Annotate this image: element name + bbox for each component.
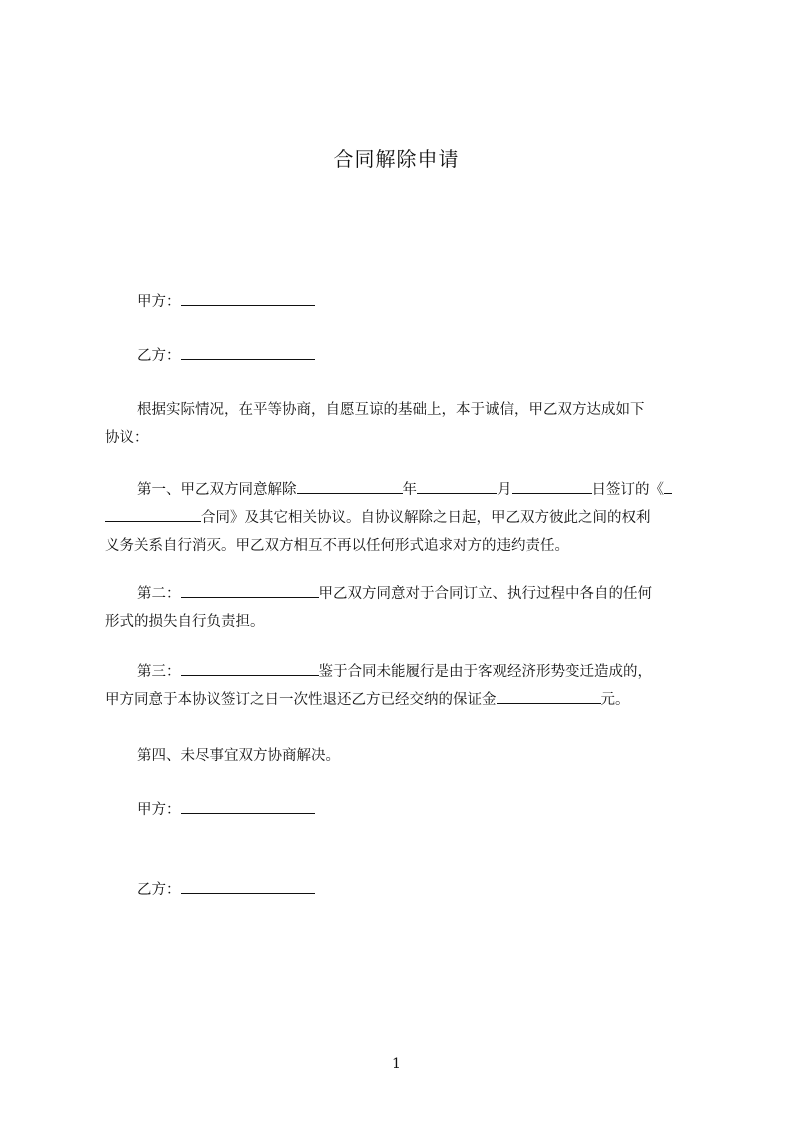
intro-line-2 xyxy=(105,424,701,452)
clause-3-blank[interactable] xyxy=(181,661,319,676)
party-a-sign-label: 甲方： xyxy=(137,802,181,818)
party-a-label: 甲方： xyxy=(137,294,181,310)
clause-1-line-1 xyxy=(105,476,701,504)
party-b-top xyxy=(137,344,315,365)
intro-text-2: 协议： xyxy=(105,430,149,446)
clause-1-text: 第一、甲乙双方同意解除 xyxy=(137,482,297,498)
clause-4-text: 第四、未尽事宜双方协商解决。 xyxy=(137,748,340,764)
year-label: 年 xyxy=(402,482,417,498)
clause-1-text-2: 合同》及其它相关协议。自协议解除之日起，甲乙双方彼此之间的权利 xyxy=(201,510,651,526)
page-number: 1 xyxy=(392,1056,401,1072)
party-b-sign-label: 乙方： xyxy=(137,882,181,898)
clause-2-label: 第二： xyxy=(137,586,181,602)
clause-1-line-2 xyxy=(105,504,701,532)
contract-name-blank-start[interactable] xyxy=(664,479,672,494)
party-a-bottom xyxy=(137,798,315,819)
clause-2 xyxy=(105,580,701,636)
clause-3-text-2: 甲方同意于本协议签订之日一次性退还乙方已经交纳的保证金 xyxy=(105,692,497,708)
party-a-sign-blank[interactable] xyxy=(181,801,315,814)
intro-line-1 xyxy=(105,396,701,424)
party-a-blank[interactable] xyxy=(181,293,315,306)
contract-month-blank[interactable] xyxy=(417,479,497,494)
clause-1-line-3 xyxy=(105,532,701,560)
party-b-sign-blank[interactable] xyxy=(181,881,315,894)
contract-name-blank[interactable] xyxy=(105,507,201,522)
month-label: 月 xyxy=(497,482,512,498)
party-b-bottom xyxy=(137,878,315,899)
clause-1 xyxy=(105,476,701,560)
intro-text-1: 根据实际情况，在平等协商，自愿互谅的基础上，本于诚信，甲乙双方达成如下 xyxy=(137,402,645,418)
clause-3-label: 第三： xyxy=(137,664,181,680)
deposit-amount-blank[interactable] xyxy=(497,689,601,704)
clause-1-text-3: 义务关系自行消灭。甲乙双方相互不再以任何形式追求对方的违约责任。 xyxy=(105,538,569,554)
clause-2-line-2 xyxy=(105,608,701,636)
clause-2-text-2: 形式的损失自行负责担。 xyxy=(105,614,265,630)
clause-3-text-1: 鉴于合同未能履行是由于客观经济形势变迁造成的， xyxy=(318,664,652,680)
yuan-label: 元。 xyxy=(600,692,630,708)
contract-year-blank[interactable] xyxy=(297,479,403,494)
intro-paragraph xyxy=(105,396,701,452)
clause-2-text-1: 甲乙双方同意对于合同订立、执行过程中各自的任何 xyxy=(318,586,652,602)
clause-3-line-2 xyxy=(105,686,701,714)
clause-2-blank[interactable] xyxy=(181,583,319,598)
contract-day-blank[interactable] xyxy=(512,479,592,494)
day-signed-label: 日签订的《 xyxy=(591,482,664,498)
clause-3 xyxy=(105,658,701,714)
clause-2-line-1 xyxy=(105,580,701,608)
party-a-top xyxy=(137,290,315,311)
clause-3-line-1 xyxy=(105,658,701,686)
party-b-blank[interactable] xyxy=(181,347,315,360)
party-b-label: 乙方： xyxy=(137,348,181,364)
document-title: 合同解除申请 xyxy=(333,147,460,171)
clause-4 xyxy=(137,744,340,765)
